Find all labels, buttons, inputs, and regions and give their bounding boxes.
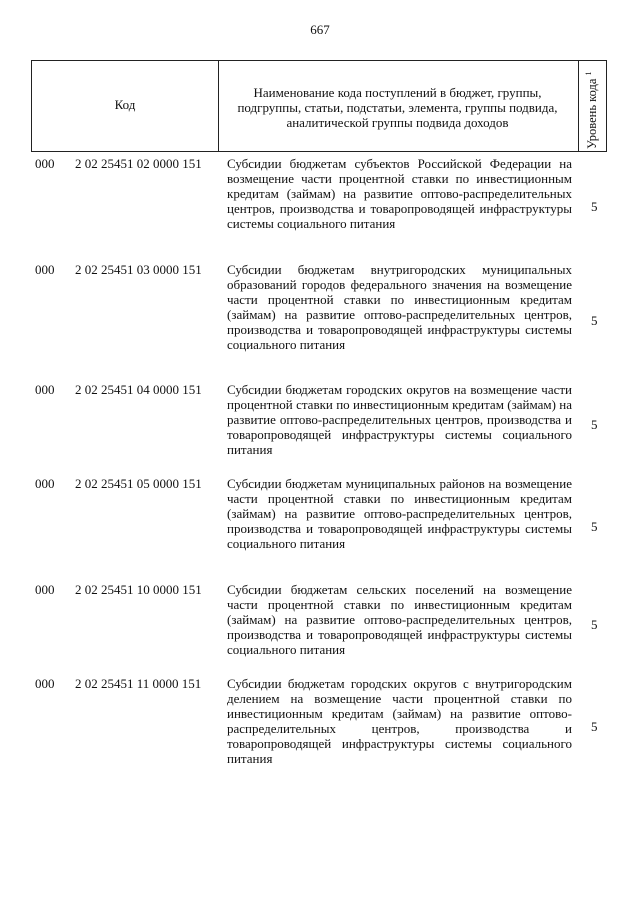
- admin-code: 000: [35, 676, 55, 691]
- admin-code: 000: [35, 476, 55, 491]
- table-body: [31, 156, 607, 782]
- revenue-name: Субсидии бюджетам городских округов с внутригородским делением на возмещение части процентной ставки по инвестиционным кредитам (займам) на развитие оптово-распределительных центров, производства и товаропроводящей инфраструктуры системы социального питания: [227, 676, 572, 766]
- revenue-code: 2 02 25451 10 0000 151: [75, 582, 202, 597]
- code-level: 5: [591, 417, 598, 432]
- table-row: [31, 262, 607, 382]
- code-level: 5: [591, 719, 598, 734]
- revenue-code: 2 02 25451 02 0000 151: [75, 156, 202, 171]
- table-row: [31, 676, 607, 782]
- revenue-code: 2 02 25451 04 0000 151: [75, 382, 202, 397]
- code-level: 5: [591, 519, 598, 534]
- table-row: [31, 582, 607, 676]
- level-footnote-mark: 1: [584, 71, 593, 76]
- admin-code: 000: [35, 582, 55, 597]
- header-name-cell: [219, 61, 607, 151]
- table-row: [31, 476, 607, 582]
- revenue-name: Субсидии бюджетам внутригородских муниципальных образований городов федерального значения на возмещение части процентной ставки по инвестиционным кредитам (займам) на развитие оптово-распределительных центров, производства и товаропроводящей инфраструктуры системы социального питания: [227, 262, 572, 352]
- header-code-cell: [31, 61, 219, 151]
- revenue-code: 2 02 25451 03 0000 151: [75, 262, 202, 277]
- header-level-text: Уровень кода: [585, 78, 600, 149]
- page-number: 667: [310, 22, 330, 37]
- code-level: 5: [591, 617, 598, 632]
- table-row: [31, 156, 607, 262]
- header-level-cell: [578, 61, 607, 151]
- table-header: [31, 60, 607, 152]
- header-code-label: Код: [114, 97, 136, 112]
- revenue-code: 2 02 25451 05 0000 151: [75, 476, 202, 491]
- revenue-name: Субсидии бюджетам субъектов Российской Федерации на возмещение части процентной ставки по инвестиционным кредитам (займам) на развитие оптово-распределительных центров, производства и товаропроводящей инфраструктуры системы социального питания: [227, 156, 572, 231]
- code-level: 5: [591, 313, 598, 328]
- header-level-label: [584, 63, 600, 149]
- revenue-name: Субсидии бюджетам городских округов на возмещение части процентной ставки по инвестиционным кредитам (займам) на развитие оптово-распределительных центров, производства и товаропроводящей инфраструктуры системы социального питания: [227, 382, 572, 457]
- revenue-name: Субсидии бюджетам муниципальных районов на возмещение части процентной ставки по инвестиционным кредитам (займам) на развитие оптово-распределительных центров, производства и товаропроводящей инфраструктуры системы социального питания: [227, 476, 572, 551]
- admin-code: 000: [35, 382, 55, 397]
- header-name-label: Наименование кода поступлений в бюджет, группы, подгруппы, статьи, подстатьи, элемента, группы подвида, аналитической группы подвида доходов: [237, 85, 558, 130]
- revenue-name: Субсидии бюджетам сельских поселений на возмещение части процентной ставки по инвестиционным кредитам (займам) на развитие оптово-распределительных центров, производства и товаропроводящей инфраструктуры системы социального питания: [227, 582, 572, 657]
- table-row: [31, 382, 607, 476]
- code-level: 5: [591, 199, 598, 214]
- admin-code: 000: [35, 156, 55, 171]
- admin-code: 000: [35, 262, 55, 277]
- revenue-code: 2 02 25451 11 0000 151: [75, 676, 202, 691]
